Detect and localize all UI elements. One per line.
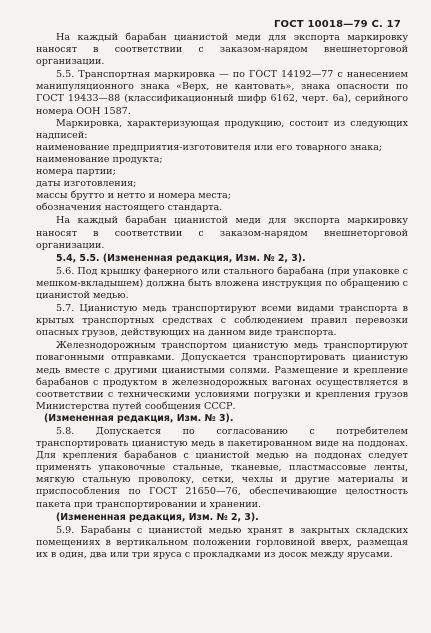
paragraph-5-6: 5.6. Под крышку фанерного или стального барабана (при упаковке с мешком-вкладышем) должна быть вложена инструкция по обращению с цианистой медью. (36, 265, 408, 301)
list-item: наименование продукта; (36, 153, 163, 165)
list-item: даты изготовления; (36, 178, 137, 190)
amendment-note: 5.4, 5.5. (Измененная редакция, Изм. № 2, 3). (56, 252, 306, 264)
paragraph-5-8: 5.8. Допускается по согласованию с потребителем транспортировать цианистую медь в пакетированном виде на поддонах. Для крепления барабанов с цианистой медью на поддонах следует применять упаковочные стальные, тканевые, пластмассовые ленты, мягкую стальную проволоку, сетки, чехлы и другие материалы и приспособления по ГОСТ 21650—76, обеспечивающие целостность пакета при транспортировании и хранении. (36, 426, 408, 510)
document-body (36, 32, 408, 561)
paragraph-5-9: 5.9. Барабаны с цианистой медью хранят в закрытых складских помещениях в вертикальном положении горловиной вверх, размещая их в один, два или три яруса с прокладками из досок между ярусами. (36, 524, 408, 560)
amendment-note: (Измененная редакция, Изм. № 3). (44, 412, 234, 424)
paragraph-5-7: 5.7. Цианистую медь транспортируют всеми видами транспорта в крытых транспортных средствах с соблюдением правил перевозки опасных грузов, действующих на данном виде транспорта. (36, 303, 408, 339)
paragraph: Железнодорожным транспортом цианистую медь транспортируют повагонными отправками. Допускается транспортировать цианистую медь вместе с другими цианистыми солями. Размещение и крепление барабанов с продуктом в железнодорожных вагонах осуществляется в соответствии с техническими условиями погрузки и крепления грузов Министерства путей сообщения СССР. (36, 340, 408, 412)
list-item: номера партии; (36, 166, 116, 178)
list-item: обозначения настоящего стандарта. (36, 202, 223, 214)
page-header: ГОСТ 10018—79 С. 17 (273, 19, 401, 30)
paragraph-5-5: 5.5. Транспортная маркировка — по ГОСТ 14192—77 с нанесением манипуляционного знака «Верх, не кантовать», знака опасности по ГОСТ 19433—88 (классификационный шифр 6162, черт. 6а), серийного номера ООН 1587. (36, 69, 408, 117)
paragraph: На каждый барабан цианистой меди для экспорта маркировку наносят в соответствии с заказом-нарядом внешнеторговой организации. (36, 32, 408, 68)
list-item: наименование предприятия-изготовителя или его товарного знака; (36, 141, 383, 153)
list-item: массы брутто и нетто и номера места; (36, 190, 232, 202)
paragraph: Маркировка, характеризующая продукцию, состоит из следующих надписей: (36, 117, 408, 141)
amendment-note: (Измененная редакция, Изм. № 2, 3). (56, 511, 259, 523)
paragraph: На каждый барабан цианистой меди для экспорта маркировку наносят в соответствии с заказом-нарядом внешнеторговой организации. (36, 215, 408, 251)
